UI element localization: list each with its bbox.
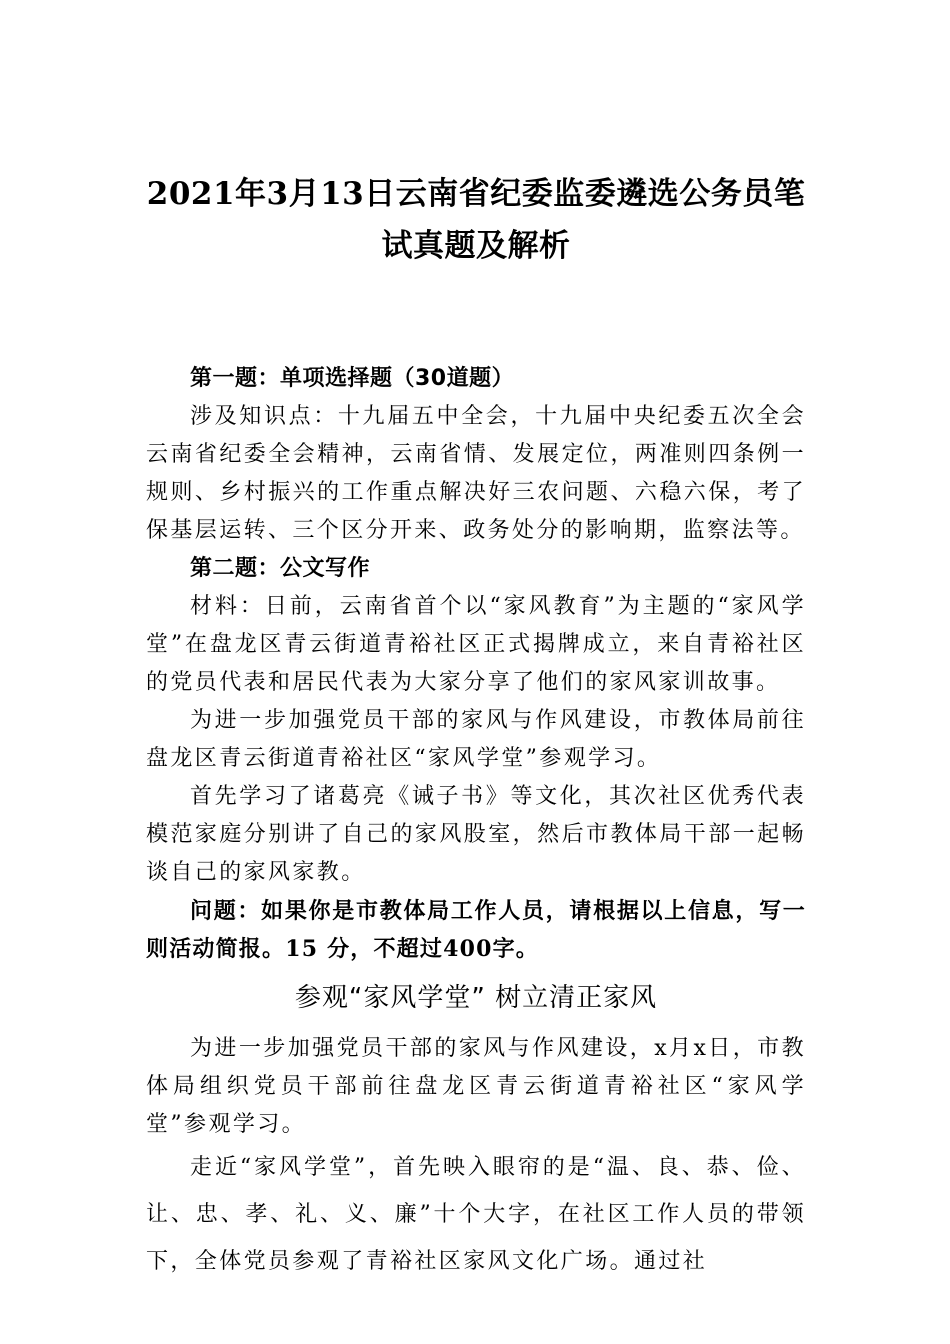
section2-question: 问题：如果你是市教体局工作人员，请根据以上信息，写一则活动简报。15 分，不超过400字。: [146, 898, 806, 962]
document-title: 2021年3月13日云南省纪委监委遴选公务员笔试真题及解析: [146, 176, 806, 264]
document-content: [146, 168, 806, 1285]
answer-paragraph-1: 为进一步加强党员干部的家风与作风建设，x月x日，市教体局组织党员干部前往盘龙区青云街道青裕社区“家风学堂”参观学习。: [146, 1036, 806, 1137]
answer-paragraph-2: 走近“家风学堂”，首先映入眼帘的是“温、良、恭、俭、让、忠、孝、礼、义、廉”十个大字，在社区工作人员的带领下，全体党员参观了青裕社区家风文化广场。通过社: [146, 1155, 806, 1274]
section2-material-3: 首先学习了诸葛亮《诫子书》等文化，其次社区优秀代表模范家庭分别讲了自己的家风股室，然后市教体局干部一起畅谈自己的家风家教。: [146, 784, 806, 885]
answer-title: 参观“家风学堂” 树立清正家风: [294, 983, 658, 1013]
section2-material-1: 材料：日前，云南省首个以“家风教育”为主题的“家风学堂”在盘龙区青云街道青裕社区正式揭牌成立，来自青裕社区的党员代表和居民代表为大家分享了他们的家风家训故事。: [146, 594, 806, 695]
section2-heading: 第二题：公文写作: [190, 556, 371, 581]
section1-heading: 第一题：单项选择题（30道题）: [190, 366, 515, 391]
title-spacer: [146, 272, 806, 360]
section2-material-2: 为进一步加强党员干部的家风与作风建设，市教体局前往盘龙区青云街道青裕社区“家风学堂”参观学习。: [146, 708, 806, 771]
section1-body: 涉及知识点：十九届五中全会，十九届中央纪委五次全会云南省纪委全会精神，云南省情、发展定位，两准则四条例一规则、乡村振兴的工作重点解决好三农问题、六稳六保，考了保基层运转、三个区分开来、政务处分的影响期，监察法等。: [146, 404, 806, 543]
